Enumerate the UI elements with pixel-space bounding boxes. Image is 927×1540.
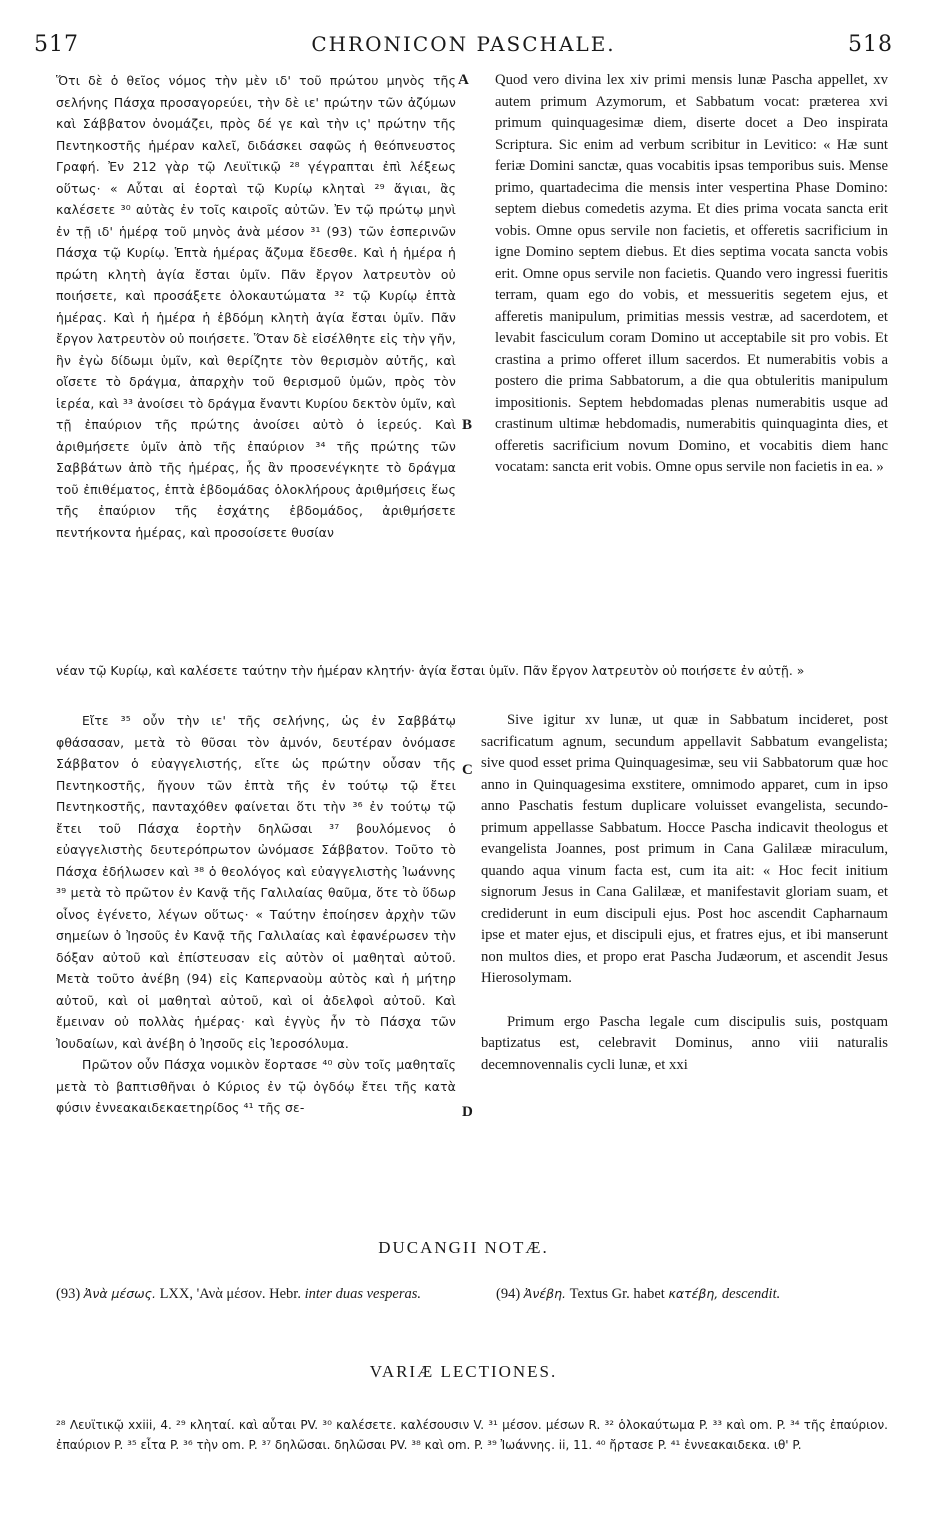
margin-letter-d: D bbox=[462, 1104, 473, 1120]
note-93-number: (93) bbox=[56, 1286, 81, 1302]
note-93-text: LXX, 'Ανὰ μέσον. Hebr. bbox=[159, 1286, 301, 1302]
note-93-italic: inter duas vesperas. bbox=[304, 1286, 421, 1302]
note-93 bbox=[56, 1284, 458, 1304]
note-94-number: (94) bbox=[496, 1286, 521, 1302]
greek-paragraph-2: Εἴτε ³⁵ οὖν τὴν ιε' τῆς σελήνης, ὡς ἐν Σαββάτῳ φθάσασαν, μετὰ τὸ θῦσαι τὸν ἀμνόν, δευτέραν ὀνόμασε Σάββατον ὁ εὐαγγελιστής, εἴτε ὡς πρώτην οὖσαν τῆς Πεντηκοστῆς, ἤγουν τῶν ἑπτὰ τῆς ἐν τούτῳ τῷ ἔτει Πεντηκοστῆς, πανταχόθεν φαίνεται ὅτι τὴν ³⁶ ἐν τούτῳ τῷ ἔτει τοῦ Πάσχα ἑορτὴν δηλῶσαι ³⁷ βουλόμενος ὁ εὐαγγελιστὴς δευτερόπρωτον ὠνόμασε Σάββατον. Τοῦτο τὸ Πάσχα ἐδήλωσεν καὶ ³⁸ ὁ θεολόγος καὶ εὐαγγελιστὴς Ἰωάννης ³⁹ μετὰ τὸ πρῶτον ἐν Κανᾷ τῆς Γαλιλαίας θαῦμα, ὅτε τὸ ὕδωρ οἶνος ἐγένετο, λέγων οὕτως· « Ταύτην ἐποίησεν ἀρχὴν τῶν σημείων ὁ Ἰησοῦς ἐν Κανᾷ τῆς Γαλιλαίας καὶ ἐφανέρωσεν τὴν δόξαν αὐτοῦ καὶ ἐπίστευσαν εἰς αὐτὸν οἱ μαθηταὶ αὐτοῦ. Μετὰ τοῦτο ἀνέβη (94) εἰς Καπερναοὺμ αὐτὸς καὶ ἡ μήτηρ αὐτοῦ, καὶ οἱ μαθηταὶ αὐτοῦ, καὶ οἱ ἀδελφοὶ αὐτοῦ. Καὶ ἔμειναν οὐ πολλὰς ἡμέρας· καὶ ἐγγὺς ἦν τὸ Πάσχα τῶν Ἰουδαίων, καὶ ἀνέβη ὁ Ἰησοῦς εἰς Ἱεροσόλυμα. bbox=[56, 713, 456, 1051]
margin-letter-a: A bbox=[458, 72, 469, 88]
latin-column-lower bbox=[481, 710, 888, 1076]
variae-title: VARIÆ LECTIONES. bbox=[369, 1362, 558, 1381]
latin-column-upper bbox=[495, 70, 888, 479]
greek-span-line bbox=[56, 660, 888, 702]
margin-letter-b: B bbox=[462, 417, 473, 433]
greek-span-text: νέαν τῷ Κυρίῳ, καὶ καλέσετε ταύτην τὴν ἡμέραν κλητήν· ἁγία ἔσται ὑμῖν. Πᾶν ἔργον λατρευτὸν οὐ ποιήσετε ἐν αὐτῇ. » bbox=[56, 663, 805, 678]
note-94-italic: descendit. bbox=[721, 1286, 781, 1302]
note-94-text: Textus Gr. habet bbox=[569, 1286, 665, 1302]
page-header bbox=[34, 32, 893, 62]
variae-lectiones-text: ²⁸ Λευϊτικῷ xxiii, 4. ²⁹ κληταί. καὶ αὗται PV. ³⁰ καλέσετε. καλέσουσιν V. ³¹ μέσον. μέσων R. ³² ὁλοκαύτωμα P. ³³ καὶ om. P. ³⁴ τῆς ἐπαύριον. ἐπαύριον P. ³⁵ εἶτα P. ³⁶ τὴν om. P. ³⁷ δηλῶσαι. δηλῶσαι PV. ³⁸ καὶ om. P. ³⁹ Ἰωάννης. ii, 11. ⁴⁰ ἤρτασε P. ⁴¹ ἐννεακαιδεκα. ιθ' P. bbox=[56, 1418, 888, 1452]
latin-paragraph-1: Quod vero divina lex xiv primi mensis lunæ Pascha appellet, xv autem primum Azymorum, et Sabbatum vocat: præterea xvi primum quinquagesimæ diem, diserte docet a Deo inspirata Scriptura. Sic enim ad verbum scribitur in Levitico: « Hæ sunt feriæ Domini sanctæ, quas vocabitis ipsas temporibus suis. Mense primo, quartadecima die mensis inter vespertina Phase Domino: septem diebus comedetis azyma. Et dies prima vocata sancta erit vobis. Omne opus servile non facietis, et offeretis sacrificium in igne Domino septem diebus. Et dies septima vocata sancta vobis erit. Omne opus servile non facietis. Quando vero ingressi fueritis terram, quam ego do vobis, et messueritis segetem ejus, et afferetis manipulum, primitias messis vestræ, ad sacerdotem, et levabit fasciculum coram Domino ut acceptabile sit pro vobis. Et crastina a primo offeret illum sacerdos. Et numerabitis vobis a postero die prima Sabbatorum, a die qua obtuleritis manipulum impositionis. Septem hebdomadas plenas numerabitis usque ad crastinum ultimæ hebdomadis, numerabitis quinquaginta dies, et offeretis sacrificium novum Domino, et vocabitis diem hanc vocatam: sancta erit vobis. Omne opus servile non facietis in ea. » bbox=[495, 72, 888, 475]
greek-paragraph-3: Πρῶτον οὖν Πάσχα νομικὸν ἔορτασε ⁴⁰ σὺν τοῖς μαθηταῖς μετὰ τὸ βαπτισθῆναι ὁ Κύριος ἐν τῷ ὀγδόῳ ἔτει τῆς κατὰ φύσιν ἐννεακαιδεκαετηρίδος ⁴¹ τῆς σε- bbox=[56, 1057, 456, 1115]
margin-letter-c: C bbox=[462, 762, 473, 778]
greek-paragraph-1: Ὅτι δὲ ὁ θεῖος νόμος τὴν μὲν ιδ' τοῦ πρώτου μηνὸς τῆς σελήνης Πάσχα προσαγορεύει, τὴν δὲ ιε' πρώτην τῶν ἀζύμων καὶ Σάββατον ὀνομάζει, πρὸς δέ γε καὶ τὴν ις' πρώτην τῆς Πεντηκοστῆς ἡμέραν καλεῖ, διδάσκει σαφῶς ἡ θεόπνευστος Γραφή. Ἐν 212 γὰρ τῷ Λευϊτικῷ ²⁸ γέγραπται ἐπὶ λέξεως οὕτως· « Αὗται αἱ ἑορταὶ τῷ Κυρίῳ κληταὶ ²⁹ ἅγιαι, ἃς καλέσετε ³⁰ αὐτὰς ἐν τοῖς καιροῖς αὐτῶν. Ἐν τῷ πρώτῳ μηνὶ ἐν τῇ ιδ' ἡμέρᾳ τοῦ μηνὸς ἀνὰ μέσον ³¹ (93) τῶν ἑσπερινῶν Πάσχα τῷ Κυρίῳ. Ἑπτὰ ἡμέρας ἄζυμα ἔδεσθε. Καὶ ἡ ἡμέρα ἡ πρώτη κλητὴ ἁγία ἔσται ὑμῖν. Πᾶν ἔργον λατρευτὸν οὐ ποιήσετε, καὶ προσάξετε ὁλοκαυτώματα ³² τῷ Κυρίῳ ἑπτὰ ἡμέρας. Καὶ ἡ ἡμέρα ἡ ἑβδόμη κλητὴ ἁγία ἔσται ὑμῖν. Πᾶν ἔργον λατρευτὸν οὐ ποιήσετε. Ὅταν δὲ εἰσέλθητε εἰς τὴν γῆν, ἣν ἐγὼ δίδωμι ὑμῖν, καὶ θερίζητε τὸν θερισμὸν αὐτῆς, καὶ οἴσετε τὸ δράγμα, ἀπαρχὴν τοῦ θερισμοῦ ὑμῶν, πρὸς τὸν ἱερέα, καὶ ³³ ἀνοίσει τὸ δράγμα ἔναντι Κυρίου δεκτὸν ὑμῖν, καὶ τῇ ἐπαύριον τῆς πρώτης ἀνοίσει αὐτὸ ὁ ἱερεύς. Καὶ ἀριθμήσετε ὑμῖν ἀπὸ τῆς ἐπαύριον ³⁴ τῆς πρώτης τῶν Σαββάτων ἀπὸ τῆς ἡμέρας, ἧς ἂν προσενέγκητε τὸ δράγμα τοῦ ἐπιθέματος, ἑπτὰ ἑβδομάδας ὁλοκλήρους ἀριθμήσεις ἕως τῆς ἐπαύριον τῆς ἐσχάτης ἑβδομάδος, ἀριθμήσετε πεντήκοντα ἡμέρας, καὶ προσοίσετε θυσίαν bbox=[56, 73, 456, 540]
page-number-left: 517 bbox=[34, 32, 79, 57]
greek-column-upper bbox=[56, 70, 456, 543]
greek-column-lower bbox=[56, 710, 456, 1119]
notes-title: DUCANGII NOTÆ. bbox=[378, 1238, 549, 1257]
page-number-right: 518 bbox=[848, 32, 893, 57]
note-93-greek: Ἀνὰ μέσως. bbox=[83, 1286, 156, 1301]
note-94-greek-2: κατέβη, bbox=[668, 1286, 719, 1301]
note-94-greek: Ἀνέβη. bbox=[523, 1286, 566, 1301]
note-94 bbox=[496, 1284, 888, 1304]
latin-paragraph-3: Primum ergo Pascha legale cum discipulis suis, postquam baptizatus est, celebravit Dominus, anno viii naturalis decemnovennalis cycli lunæ, et xxi bbox=[481, 1013, 888, 1073]
running-title: CHRONICON PASCHALE. bbox=[311, 32, 616, 56]
latin-paragraph-2: Sive igitur xv lunæ, ut quæ in Sabbatum incideret, post sacrificatum agnum, secundum appellavit Sabbatum evangelista; sive quod esset prima Quinquagesimæ, seu vii Sabbatorum quæ hoc anno in Quinquagesima exstitere, omnimodo apparet, cum in ipso anno Paschatis festum duplicare voluisset evangelista, secundo-primum appellasse Sabbatum. Hocce Pascha indicavit theologus et evangelista Joannes, post primum in Cana Galilææ miraculum, quando aqua vinum facta est, cum ita ait: « Hoc fecit initium signorum Jesus in Cana Galilææ, et manifestavit gloriam suam, et crediderunt in eum discipuli ejus. Post hoc ascendit Capharnaum ipse et mater ejus, et discipuli ejus, et fratres ejus, et ibi manserunt non multos dies, et propo erat Pascha Judæorum, et ascendit Jesus Hierosolymam. bbox=[481, 712, 888, 986]
